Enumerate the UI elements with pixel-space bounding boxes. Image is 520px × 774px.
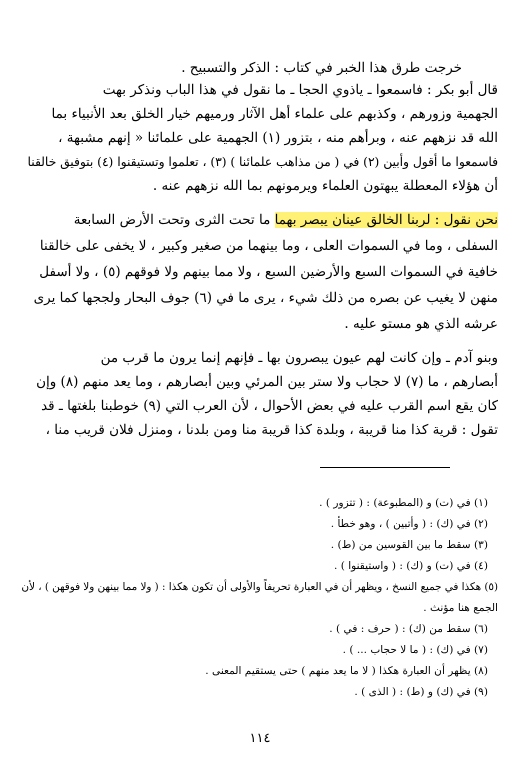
body-line-continuation: ما تحت الثرى وتحت الأرض السابعة [73,212,271,228]
body-line: فاسمعوا ما أقول وأبين (٢) في ( من مذاهب علمائنا ) (٣) ، تعلموا وتستيقنوا (٤) بتوفيق خالقنا [27,155,498,169]
body-line: السفلى ، وما في السموات العلى ، وما بينهما من صغير وكبير ، لا يخفى على خالقنا [39,238,498,254]
body-line: قال أبو بكر : فاسمعوا ـ ياذوي الحجا ـ ما نقول في هذا الباب ونذكر بهت [102,82,498,98]
body-line: عرشه الذي هو مستو عليه . [344,316,498,332]
footnote: (١) في (ت) و (المطبوعة) : ( تتزور ) . [319,497,488,509]
footnote-continuation: الجمع هنا مؤنث . [423,602,498,614]
body-line: منهن لا يغيب عن بصره من ذلك شيء ، يرى ما في (٦) جوف البحار ولججها كما يرى [33,290,498,306]
footnote: (٤) في (ت) و (ك) : ( واستيقنوا ) . [333,560,488,572]
body-line: كان يقع اسم القرب عليه في بعض الأحوال ، لأن العرب التي (٩) خوطبنا بلغتها ـ قد [41,398,498,414]
footnote: (٨) يظهر أن العبارة هكذا ( لا ما يعد منهم ) حتى يستقيم المعنى . [205,665,488,677]
footnote: (٧) في (ك) : ( ما لا حجاب ... ) . [342,644,488,656]
footnote: (٦) سقط من (ك) : ( حرف : في ) . [329,623,488,635]
body-line: الله قد نزههم عنه ، وبرأهم منه ، بتزور (١) الجهمية على علمائنا « إنهم مشبهة ، [58,130,498,146]
highlighted-text: نحن نقول : لربنا الخالق عينان يبصر بهما [274,212,498,228]
body-line: خرجت طرق هذا الخبر في كتاب : الذكر والتسبيح . [181,60,462,76]
footnote: (٥) هكذا في جميع النسخ ، ويظهر أن في العبارة تحريفاً والأولى أن تكون هكذا : ( ولا مما بينهن ولا فوقهن ) ، لأن [21,581,498,593]
body-line: الجهمية وزورهم ، وكذبهم على علماء أهل الآثار ورميهم خيار الخلق بعد الأنبياء بما [51,106,498,122]
footnote: (٢) في (ك) : ( وأتبين ) ، وهو خطأ . [330,518,488,530]
body-line: وبنو آدم ـ وإن كانت لهم عيون يبصرون بها ـ فإنهم إنما يرون ما قرب من [100,350,498,366]
footnote: (٩) في (ك) و (ط) : ( الذى ) . [354,686,488,698]
footnote: (٣) سقط ما بين القوسين من (ط) . [330,539,488,551]
body-line: أن هؤلاء المعطلة يبهتون العلماء ويرمونهم بما الله نزههم عنه . [152,178,498,194]
body-line: تقول : قرية كذا منا قريبة ، وبلدة كذا قريبة منا ومن بلدنا ، ومنزل فلان قريب منا ، [45,422,498,438]
body-line: خافية في السموات السبع والأرضين السبع ، ولا مما بينهم ولا فوقهم (٥) ، ولا أسفل [39,264,498,280]
footnote-divider [320,467,450,468]
page-number: ١١٤ [249,731,271,746]
body-line: أبصارهم ، ما (٧) لا حجاب ولا ستر بين المرئي وبين أبصارهم ، وما يعد منهم (٨) وإن [36,374,498,390]
highlighted-paragraph-line [20,208,498,232]
